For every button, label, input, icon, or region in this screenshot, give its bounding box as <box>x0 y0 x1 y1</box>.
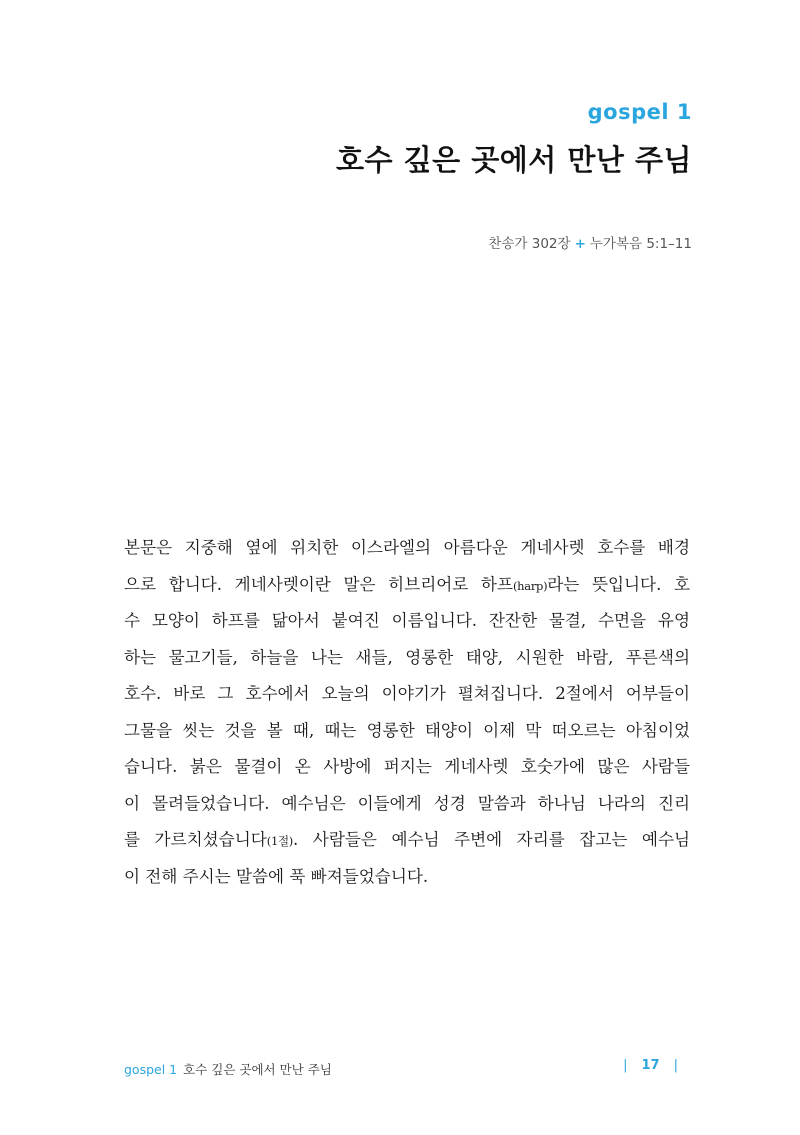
bible-passage: 누가복음 5:1–11 <box>589 236 692 252</box>
body-line: 그물을 씻는 것을 볼 때, 때는 영롱한 태양이 이제 막 떠오르는 아침이었 <box>124 720 690 740</box>
body-line <box>124 822 690 859</box>
divider: | <box>623 1058 628 1073</box>
running-footer <box>124 1060 332 1078</box>
page-number-box <box>609 1058 692 1073</box>
body-line: 하는 물고기들, 하늘을 나는 새들, 영롱한 태양, 시원한 바람, 푸른색의 <box>124 647 690 667</box>
harp-annotation: (harp) <box>512 578 548 593</box>
section-kicker: gospel 1 <box>587 100 692 124</box>
body-line: 이 몰려들었습니다. 예수님은 이들에게 성경 말씀과 하나님 나라의 진리 <box>124 793 690 813</box>
body-line: 수 모양이 하프를 닮아서 붙여진 이름입니다. 잔잔한 물결, 수면을 유영 <box>124 611 690 630</box>
page-title: 호수 깊은 곳에서 만난 주님 <box>335 143 692 177</box>
hymn-reference: 찬송가 302장 <box>488 236 571 252</box>
body-line: 습니다. 붉은 물결이 온 사방에 퍼지는 게네사렛 호숫가에 많은 사람들 <box>124 757 690 776</box>
verse-annotation: (1절) <box>266 834 293 848</box>
body-line <box>124 567 690 604</box>
body-line-text: 으로 합니다. 게네사렛이란 말은 히브리어로 하프 <box>124 574 513 594</box>
body-paragraph <box>124 530 690 895</box>
body-line: 이 전해 주시는 말씀에 푹 빠져들었습니다. <box>124 866 429 886</box>
body-line: 본문은 지중해 옆에 위치한 이스라엘의 아름다운 게네사렛 호수를 배경 <box>124 538 690 557</box>
page-number: 17 <box>641 1058 660 1073</box>
plus-separator: + <box>574 236 586 252</box>
divider: | <box>673 1058 678 1073</box>
body-line-text: 를 가르치셨습니다 <box>124 830 267 849</box>
body-line-text: . 사람들은 예수님 주변에 자리를 잡고는 예수님 <box>292 830 691 849</box>
body-line: 호수. 바로 그 호수에서 오늘의 이야기가 펼쳐집니다. 2절에서 어부들이 <box>124 684 690 703</box>
footer-label: gospel 1 <box>124 1062 178 1077</box>
body-line-text: 라는 뜻입니다. 호 <box>547 574 690 594</box>
scripture-reference <box>488 232 692 252</box>
footer-title: 호수 깊은 곳에서 만난 주님 <box>183 1062 332 1077</box>
